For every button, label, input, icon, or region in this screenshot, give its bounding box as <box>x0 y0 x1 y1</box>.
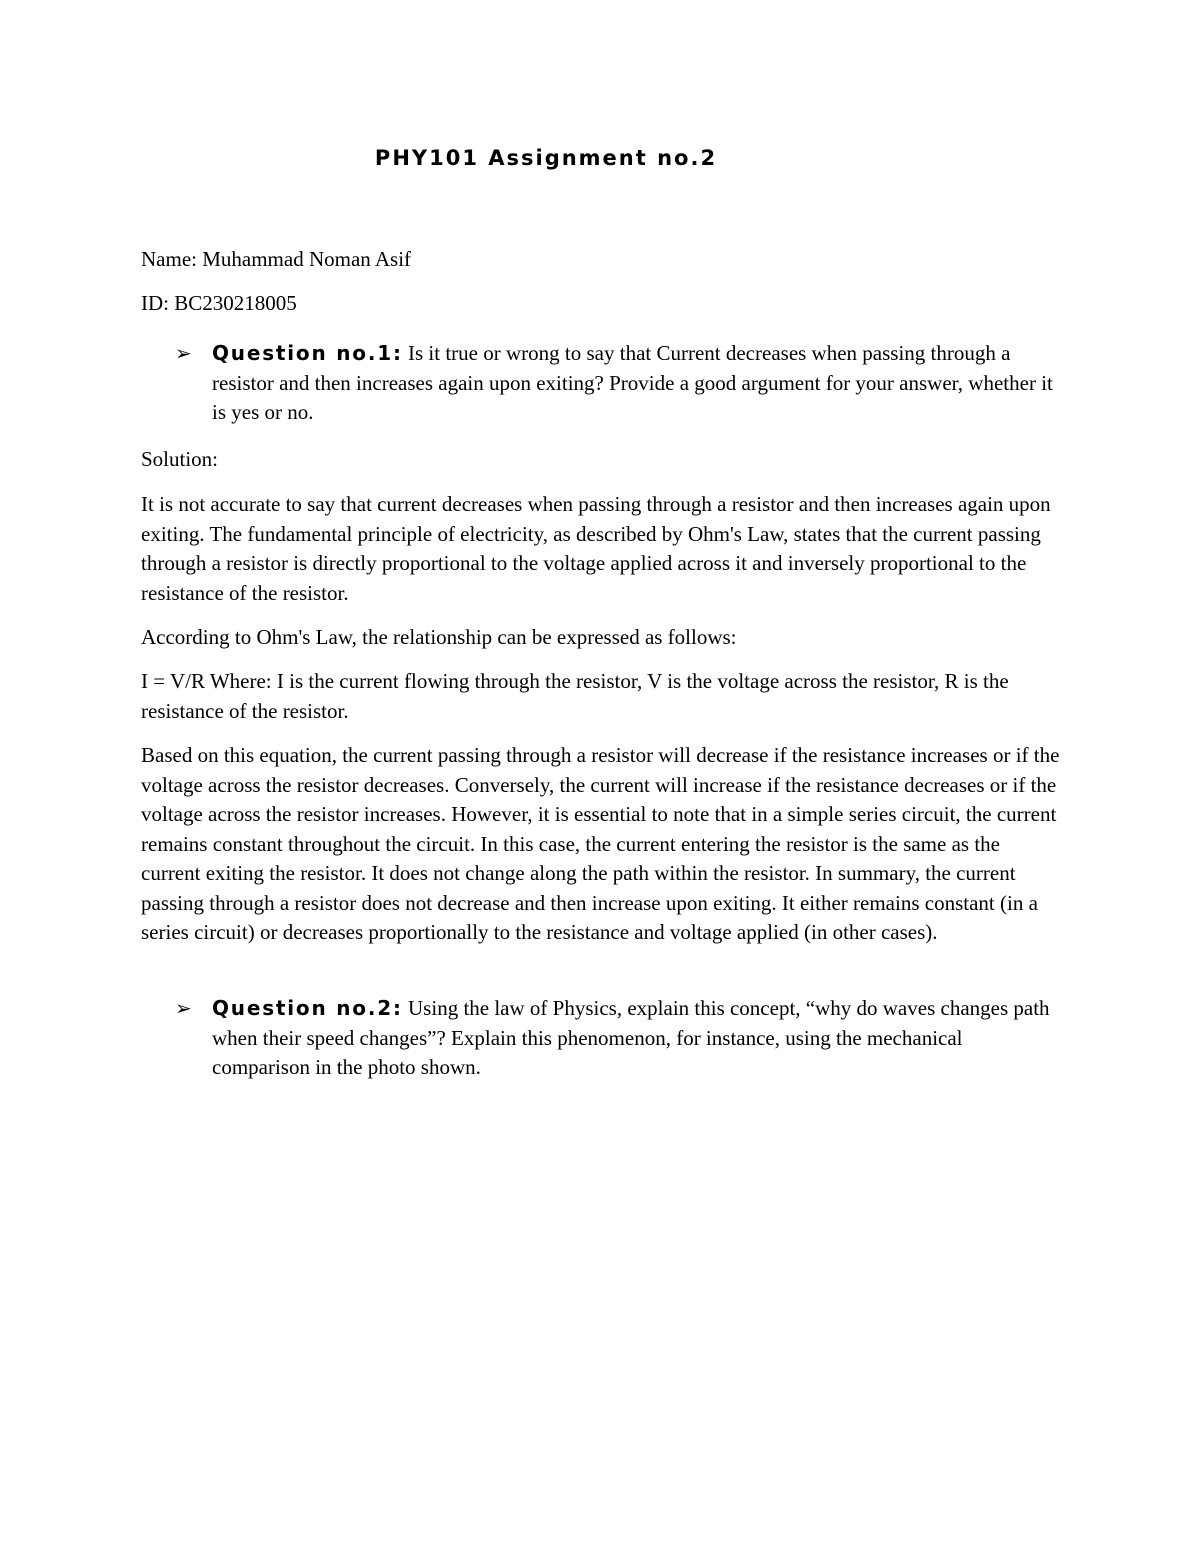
solution-paragraph-3: I = V/R Where: I is the current flowing through the resistor, V is the voltage across the resistor, R is the resistance of the resistor. <box>141 669 1009 723</box>
solution-label: Solution: <box>141 447 219 471</box>
solution-paragraph-2: According to Ohm's Law, the relationship can be expressed as follows: <box>141 625 737 649</box>
question-1-text: Is it true or wrong to say that Current decreases when passing through a resistor and then increases again upon exiting? Provide a good argument for your answer, whether it is yes or no. <box>212 341 1053 424</box>
arrow-bullet-icon: ➢ <box>175 341 192 365</box>
question-1-body <box>212 339 1055 428</box>
question-1 <box>175 339 1055 428</box>
page-title: PHY101 Assignment no.2 <box>374 146 718 170</box>
solution-paragraph-4: Based on this equation, the current passing through a resistor will decrease if the resistance increases or if the voltage across the resistor decreases. Conversely, the current will increase if the resistance decreases or if the voltage across the resistor increases. However, it is essential to note that in a simple series circuit, the current remains constant throughout the circuit. In this case, the current entering the resistor is the same as the current exiting the resistor. It does not change along the path within the resistor. In summary, the current passing through a resistor does not decrease and then increase upon exiting. It either remains constant (in a series circuit) or decreases proportionally to the resistance and voltage applied (in other cases). <box>141 743 1060 944</box>
question-2-label: Question no.2: <box>212 996 403 1020</box>
arrow-bullet-icon: ➢ <box>175 996 192 1020</box>
solution-paragraph-1: It is not accurate to say that current decreases when passing through a resistor and then increases again upon exiting. The fundamental principle of electricity, as described by Ohm's Law, states that the current passing through a resistor is directly proportional to the voltage applied across it and inversely proportional to the resistance of the resistor. <box>141 492 1051 605</box>
student-id: ID: BC230218005 <box>141 291 297 315</box>
question-2-text: Using the law of Physics, explain this concept, “why do waves changes path when their speed changes”? Explain this phenomenon, for instance, using the mechanical comparison in the photo shown. <box>212 996 1050 1079</box>
question-1-label: Question no.1: <box>212 341 403 365</box>
student-name: Name: Muhammad Noman Asif <box>141 247 412 271</box>
question-2 <box>175 994 1055 1083</box>
question-2-body <box>212 994 1055 1083</box>
